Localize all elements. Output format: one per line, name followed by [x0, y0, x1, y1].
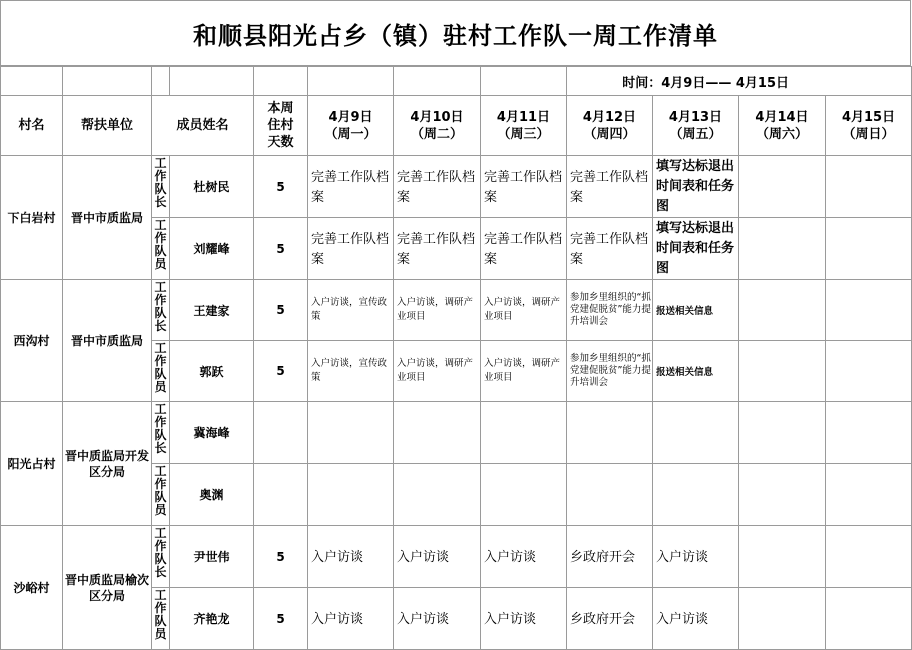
- member-name: 王建家: [170, 280, 254, 341]
- task-cell: 入户访谈: [308, 526, 394, 588]
- task-cell: [739, 218, 826, 280]
- member-row: [1, 402, 912, 464]
- unit-cell: 晋中质监局榆次区分局: [63, 526, 152, 650]
- task-cell: [739, 464, 826, 526]
- task-cell: 报送相关信息: [653, 341, 739, 402]
- task-cell: [653, 402, 739, 464]
- member-name: 刘耀峰: [170, 218, 254, 280]
- member-name: 郭跃: [170, 341, 254, 402]
- header-date: [567, 96, 653, 156]
- task-cell: 入户访谈: [481, 526, 567, 588]
- sheet-title: 和顺县阳光占乡（镇）驻村工作队一周工作清单: [0, 0, 911, 66]
- role-char: 长: [154, 319, 167, 333]
- task-cell: 完善工作队档案: [308, 218, 394, 280]
- task-cell: [308, 402, 394, 464]
- task-cell: [826, 588, 912, 650]
- blank-cell: [308, 67, 394, 96]
- role-char: 长: [154, 441, 167, 455]
- task-cell: [826, 280, 912, 341]
- role-char: 工: [154, 218, 167, 232]
- period-cell: 时间：4月9日—— 4月15日: [567, 67, 912, 96]
- header-weekday-label: （周四）: [583, 126, 636, 142]
- task-cell: 填写达标退出时间表和任务图: [653, 218, 739, 280]
- blank-cell: [170, 67, 254, 96]
- days-cell: 5: [254, 588, 308, 650]
- task-cell: 填写达标退出时间表和任务图: [653, 156, 739, 218]
- role-char: 工: [154, 156, 167, 170]
- task-cell: 完善工作队档案: [394, 218, 481, 280]
- task-cell: [481, 464, 567, 526]
- role-char: 作: [154, 415, 167, 429]
- role-char: 作: [154, 601, 167, 615]
- role-cell: [152, 588, 170, 650]
- task-cell: [739, 526, 826, 588]
- work-table: [0, 66, 912, 650]
- village-cell: 沙峪村: [1, 526, 63, 650]
- blank-cell: [254, 67, 308, 96]
- task-cell: 报送相关信息: [653, 280, 739, 341]
- days-cell: [254, 402, 308, 464]
- header-weekday-label: （周二）: [410, 126, 463, 142]
- member-row: [1, 280, 912, 341]
- task-cell: 入户访谈: [394, 526, 481, 588]
- role-char: 队: [154, 428, 167, 442]
- header-days-line: 天数: [267, 135, 294, 150]
- blank-cell: [152, 67, 170, 96]
- task-cell: [739, 588, 826, 650]
- task-cell: [653, 464, 739, 526]
- role-char: 作: [154, 539, 167, 553]
- task-cell: 入户访谈，宣传政策: [308, 341, 394, 402]
- header-weekday-label: （周五）: [669, 126, 722, 142]
- header-village: 村名: [1, 96, 63, 156]
- member-name: 奥渊: [170, 464, 254, 526]
- header-days-line: 本周: [267, 101, 294, 116]
- blank-cell: [481, 67, 567, 96]
- role-cell: [152, 402, 170, 464]
- role-char: 作: [154, 231, 167, 245]
- blank-cell: [394, 67, 481, 96]
- member-name: 齐艳龙: [170, 588, 254, 650]
- header-days-line: 住村: [267, 118, 294, 133]
- task-cell: [481, 402, 567, 464]
- header-days: [254, 96, 308, 156]
- header-date-label: 4月10日: [410, 109, 464, 125]
- task-cell: 完善工作队档案: [567, 218, 653, 280]
- task-cell: [739, 280, 826, 341]
- task-cell: 入户访谈，调研产业项目: [481, 341, 567, 402]
- task-cell: [739, 341, 826, 402]
- role-char: 作: [154, 293, 167, 307]
- role-char: 工: [154, 588, 167, 602]
- task-cell: 入户访谈: [394, 588, 481, 650]
- blank-cell: [1, 67, 63, 96]
- task-cell: 乡政府开会: [567, 588, 653, 650]
- member-name: 尹世伟: [170, 526, 254, 588]
- role-char: 工: [154, 464, 167, 478]
- header-date: [308, 96, 394, 156]
- task-cell: 参加乡里组织的“抓党建促脱贫”能力提升培训会: [567, 280, 653, 341]
- role-char: 作: [154, 169, 167, 183]
- header-date: [739, 96, 826, 156]
- task-cell: 入户访谈，调研产业项目: [394, 341, 481, 402]
- task-cell: 完善工作队档案: [567, 156, 653, 218]
- role-char: 队: [154, 552, 167, 566]
- header-date: [653, 96, 739, 156]
- task-cell: [826, 464, 912, 526]
- role-char: 长: [154, 565, 167, 579]
- task-cell: [826, 402, 912, 464]
- unit-cell: 晋中市质监局: [63, 156, 152, 280]
- days-cell: 5: [254, 341, 308, 402]
- role-char: 工: [154, 526, 167, 540]
- task-cell: 入户访谈，调研产业项目: [394, 280, 481, 341]
- task-cell: 入户访谈，宣传政策: [308, 280, 394, 341]
- role-cell: [152, 280, 170, 341]
- task-cell: [308, 464, 394, 526]
- member-name: 杜树民: [170, 156, 254, 218]
- header-date: [481, 96, 567, 156]
- task-cell: 入户访谈，调研产业项目: [481, 280, 567, 341]
- task-cell: [739, 156, 826, 218]
- role-char: 员: [154, 503, 167, 517]
- task-cell: [394, 464, 481, 526]
- header-weekday-label: （周六）: [755, 126, 808, 142]
- task-cell: [826, 341, 912, 402]
- role-cell: [152, 156, 170, 218]
- role-char: 队: [154, 367, 167, 381]
- task-cell: [394, 402, 481, 464]
- task-cell: [567, 402, 653, 464]
- header-weekday-label: （周日）: [842, 126, 895, 142]
- header-date: [394, 96, 481, 156]
- role-char: 员: [154, 627, 167, 641]
- blank-cell: [63, 67, 152, 96]
- role-char: 工: [154, 280, 167, 294]
- header-date-label: 4月11日: [496, 109, 551, 125]
- header-date: [826, 96, 912, 156]
- role-char: 队: [154, 244, 167, 258]
- header-unit: 帮扶单位: [63, 96, 152, 156]
- task-cell: 完善工作队档案: [481, 156, 567, 218]
- header-date-label: 4月13日: [668, 109, 723, 125]
- unit-cell: 晋中市质监局: [63, 280, 152, 402]
- role-cell: [152, 526, 170, 588]
- task-cell: 入户访谈: [653, 526, 739, 588]
- task-cell: 完善工作队档案: [308, 156, 394, 218]
- header-date-label: 4月9日: [328, 109, 373, 125]
- task-cell: 入户访谈: [308, 588, 394, 650]
- role-char: 工: [154, 341, 167, 355]
- role-char: 工: [154, 402, 167, 416]
- role-cell: [152, 464, 170, 526]
- member-row: [1, 526, 912, 588]
- task-cell: [567, 464, 653, 526]
- task-cell: [826, 526, 912, 588]
- header-weekday-label: （周一）: [324, 126, 377, 142]
- task-cell: 完善工作队档案: [481, 218, 567, 280]
- task-cell: 入户访谈: [653, 588, 739, 650]
- village-cell: 西沟村: [1, 280, 63, 402]
- task-cell: 入户访谈: [481, 588, 567, 650]
- task-cell: [826, 218, 912, 280]
- role-cell: [152, 218, 170, 280]
- task-cell: [826, 156, 912, 218]
- days-cell: 5: [254, 280, 308, 341]
- header-date-label: 4月12日: [582, 109, 637, 125]
- role-cell: [152, 341, 170, 402]
- header-date-label: 4月14日: [755, 109, 809, 125]
- member-name: 冀海峰: [170, 402, 254, 464]
- role-char: 队: [154, 490, 167, 504]
- days-cell: 5: [254, 156, 308, 218]
- role-char: 队: [154, 182, 167, 196]
- role-char: 作: [154, 477, 167, 491]
- unit-cell: 晋中质监局开发区分局: [63, 402, 152, 526]
- role-char: 队: [154, 306, 167, 320]
- village-cell: 阳光占村: [1, 402, 63, 526]
- task-cell: 完善工作队档案: [394, 156, 481, 218]
- role-char: 队: [154, 614, 167, 628]
- task-cell: 参加乡里组织的“抓党建促脱贫”能力提升培训会: [567, 341, 653, 402]
- header-weekday-label: （周三）: [497, 126, 550, 142]
- days-cell: 5: [254, 526, 308, 588]
- days-cell: 5: [254, 218, 308, 280]
- village-cell: 下白岩村: [1, 156, 63, 280]
- member-row: [1, 156, 912, 218]
- days-cell: [254, 464, 308, 526]
- task-cell: [739, 402, 826, 464]
- role-char: 作: [154, 354, 167, 368]
- role-char: 员: [154, 380, 167, 394]
- header-date-label: 4月15日: [841, 109, 896, 125]
- header-members: 成员姓名: [152, 96, 254, 156]
- task-cell: 乡政府开会: [567, 526, 653, 588]
- role-char: 员: [154, 257, 167, 271]
- role-char: 长: [154, 195, 167, 209]
